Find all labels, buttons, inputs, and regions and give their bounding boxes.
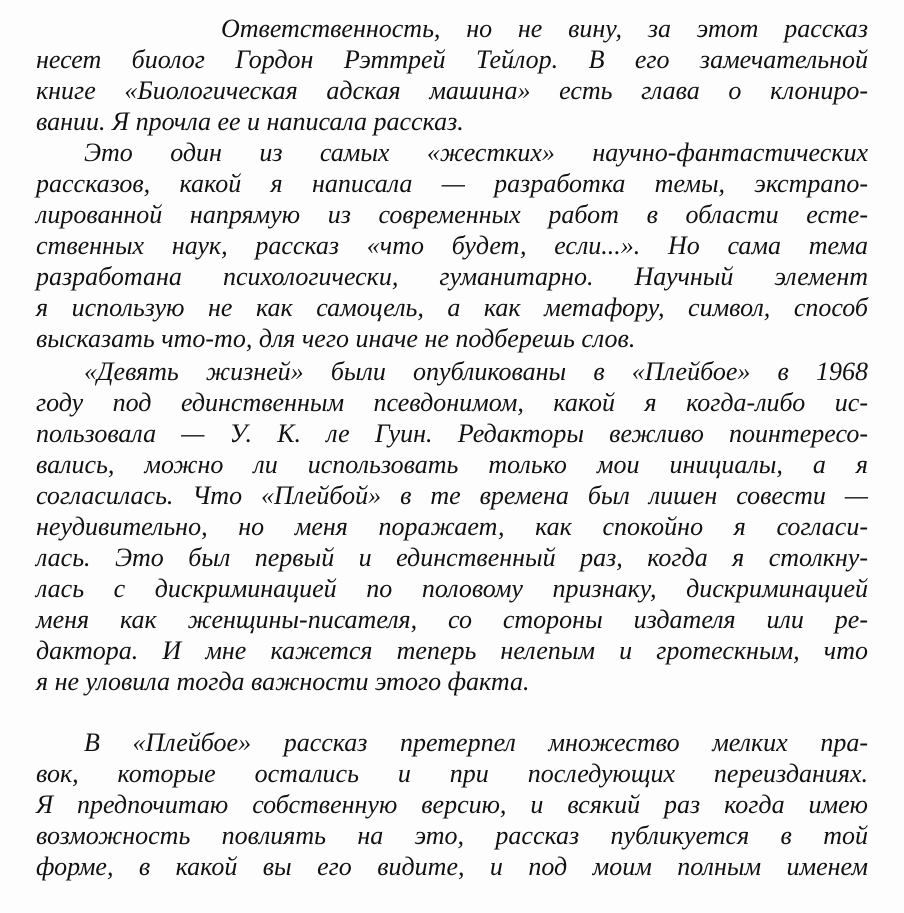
text-line: В «Плейбое» рассказ претерпел множество мелких пра- (84, 728, 868, 757)
text-line: дактора. И мне кажется теперь нелепым и гротескным, что (36, 636, 868, 665)
text-line: несет биолог Гордон Рэттрей Тейлор. В его замечательной (36, 45, 868, 74)
text-line: «Девять жизней» были опубликованы в «Плейбое» в 1968 (84, 357, 868, 386)
text-line: Я предпочитаю собственную версию, и всякий раз когда имею (36, 790, 868, 819)
text-line: возможность повлиять на это, рассказ публикуется в той (36, 821, 868, 850)
text-line: Это один из самых «жестких» научно-фантастических (84, 138, 868, 167)
text-line: форме, в какой вы его видите, и под моим полным именем (36, 852, 868, 881)
text-line: неудивительно, но меня поражает, как спокойно я согласи- (36, 512, 868, 541)
text-line: я использую не как самоцель, а как метафору, символ, способ (36, 293, 868, 322)
text-line: пользовала — У. К. ле Гуин. Редакторы вежливо поинтересо- (36, 419, 868, 448)
text-line: меня как женщины-писателя, со стороны издателя или ре- (36, 605, 868, 634)
text-line: разработана психологически, гуманитарно. Научный элемент (36, 262, 868, 291)
text-line: году под единственным псевдонимом, какой я когда-либо ис- (36, 388, 868, 417)
text-line: рассказов, какой я написала — разработка темы, экстрапо- (36, 169, 868, 198)
text-line: вок, которые остались и при последующих переизданиях. (36, 759, 868, 788)
text-line: я не уловила тогда важности этого факта. (36, 667, 530, 696)
text-line: вании. Я прочла ее и написала рассказ. (36, 107, 464, 136)
text-line: Ответственность, но не вину, за этот рассказ (221, 14, 868, 43)
text-line: книге «Биологическая адская машина» есть глава о клониро- (36, 76, 868, 105)
text-line: высказать что-то, для чего иначе не подберешь слов. (36, 324, 636, 353)
text-line: ственных наук, рассказ «что будет, если...». Но сама тема (36, 231, 868, 260)
text-line: лась с дискриминацией по половому признаку, дискриминацией (36, 574, 868, 603)
text-line: вались, можно ли использовать только мои инициалы, а я (36, 450, 868, 479)
text-line: согласилась. Что «Плейбой» в те времена был лишен совести — (36, 481, 868, 510)
text-line: лась. Это был первый и единственный раз, когда я столкну- (36, 543, 868, 572)
text-line: лированной напрямую из современных работ в области есте- (36, 200, 868, 229)
